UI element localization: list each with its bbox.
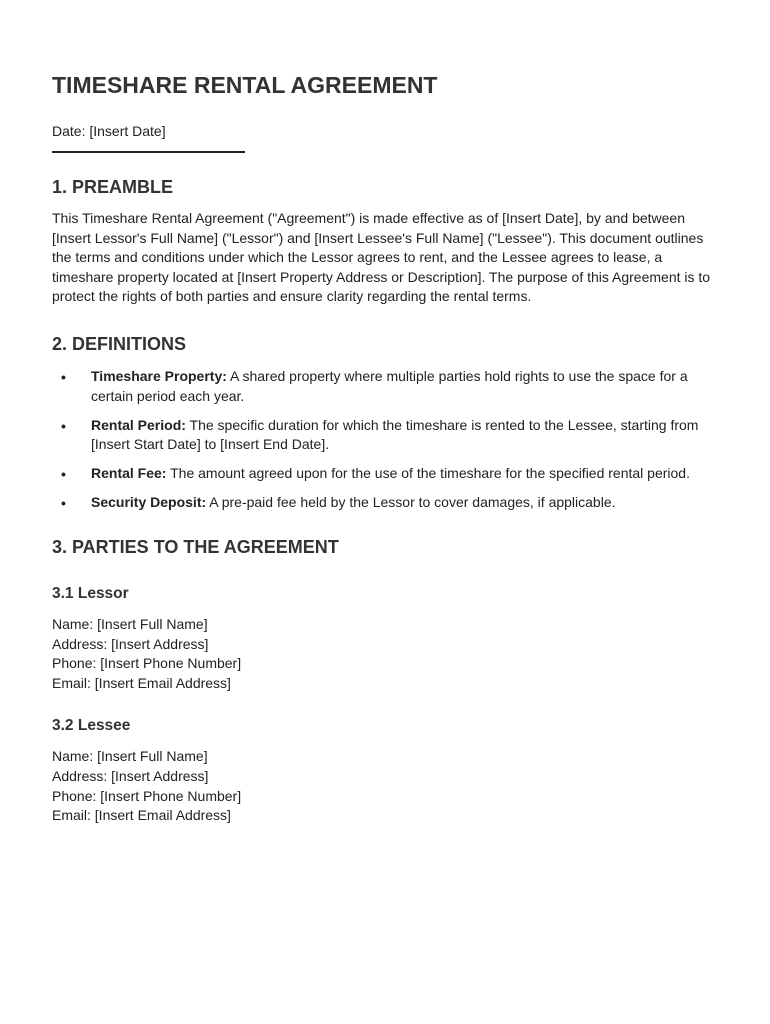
definition-item-rental-period: [52, 416, 722, 455]
definition-term: Rental Period:: [91, 416, 186, 433]
lessor-name: Name: [Insert Full Name]: [52, 616, 208, 633]
definitions-list: [52, 367, 722, 513]
bullet-icon: •: [61, 495, 66, 512]
lessor-contact-block: [52, 615, 722, 693]
definition-term: Rental Fee:: [91, 465, 167, 482]
preamble-paragraph: This Timeshare Rental Agreement ("Agreement") is made effective as of [Insert Date], by and between [Insert Lessor's Full Name] ("Lessor") and [Insert Lessee's Full Name] ("Lessee"). This document outlines the terms and conditions under which the Lessor agrees to rent, and the Lessee agrees to lease, a timeshare property located at [Insert Property Address or Description]. The purpose of this Agreement is to protect the rights of both parties and ensure clarity regarding the rental terms.: [52, 210, 711, 305]
definition-item-timeshare-property: [52, 367, 722, 406]
bullet-icon: •: [61, 466, 66, 483]
definition-term: Security Deposit:: [91, 494, 207, 511]
definition-term: Timeshare Property:: [91, 367, 227, 384]
bullet-icon: •: [61, 417, 66, 434]
lessee-name: Name: [Insert Full Name]: [52, 748, 208, 765]
lessor-phone: Phone: [Insert Phone Number]: [52, 655, 242, 672]
lessor-email: Email: [Insert Email Address]: [52, 674, 231, 691]
lessee-email: Email: [Insert Email Address]: [52, 807, 231, 824]
section-heading-preamble: 1. PREAMBLE: [52, 177, 174, 197]
date-line: Date: [Insert Date]: [52, 123, 166, 139]
definition-item-security-deposit: [52, 493, 722, 513]
section-heading-definitions: 2. DEFINITIONS: [52, 333, 187, 354]
subheading-lessor: 3.1 Lessor: [52, 585, 129, 603]
subheading-lessee: 3.2 Lessee: [52, 717, 131, 735]
lessee-contact-block: [52, 747, 722, 825]
bullet-icon: •: [61, 368, 66, 385]
definition-text: A shared property where multiple parties hold rights to use the space for a certain period each year.: [91, 367, 688, 404]
definition-text: The specific duration for which the timeshare is rented to the Lessee, starting from [Insert Start Date] to [Insert End Date].: [91, 416, 699, 453]
definition-item-rental-fee: [52, 464, 722, 484]
definition-text: A pre-paid fee held by the Lessor to cover damages, if applicable.: [206, 494, 616, 511]
lessor-address: Address: [Insert Address]: [52, 635, 209, 652]
section-heading-parties: 3. PARTIES TO THE AGREEMENT: [52, 537, 339, 558]
lessee-phone: Phone: [Insert Phone Number]: [52, 787, 242, 804]
lessee-address: Address: [Insert Address]: [52, 768, 209, 784]
date-underline: [52, 151, 245, 153]
document-page: [52, 70, 722, 826]
definition-text: The amount agreed upon for the use of the timeshare for the specified rental period.: [166, 465, 690, 482]
document-title: TIMESHARE RENTAL AGREEMENT: [52, 72, 438, 98]
